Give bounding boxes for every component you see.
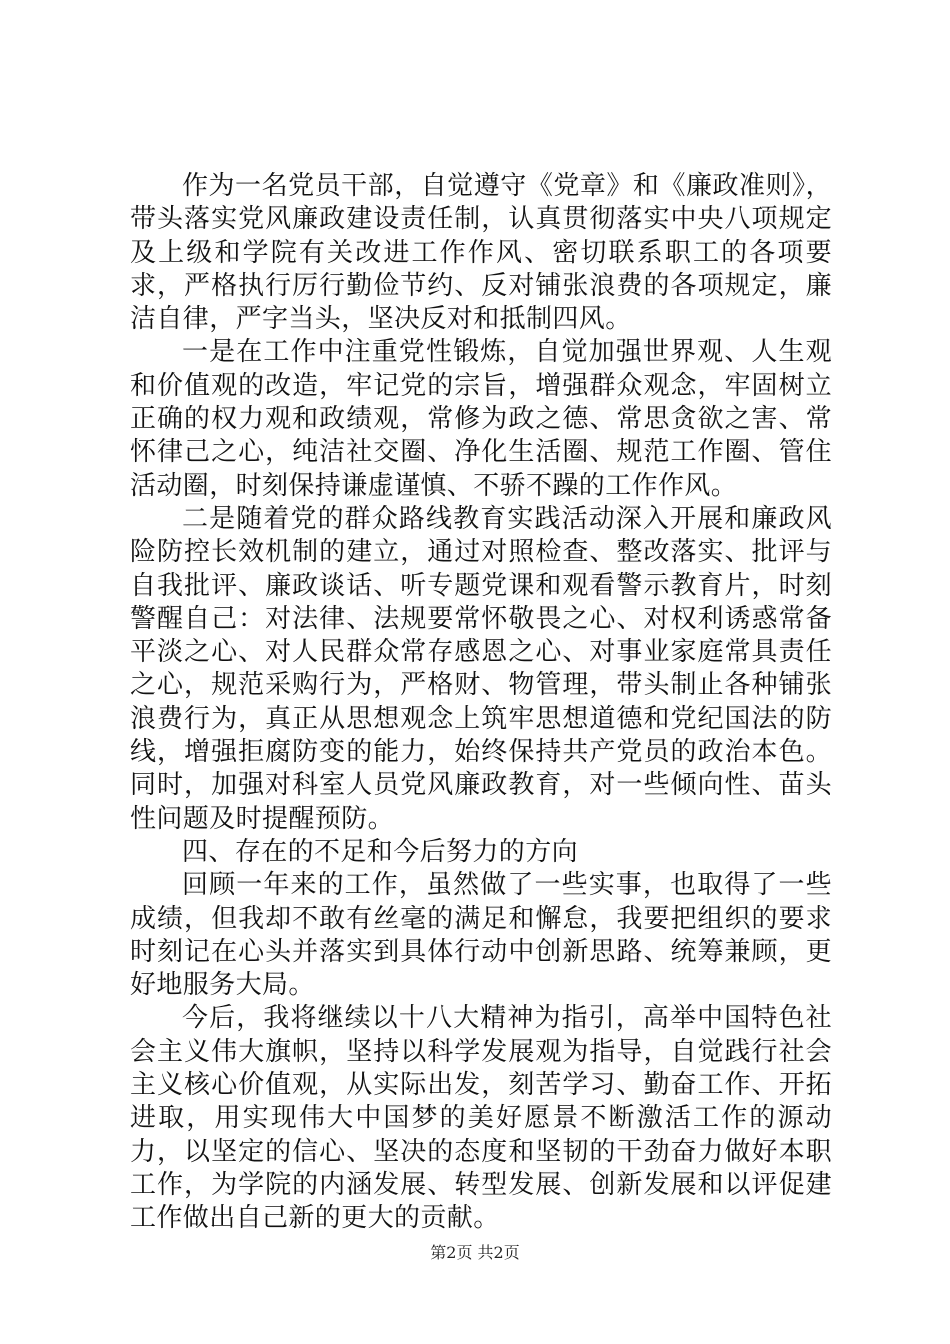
paragraph-future: 今后，我将继续以十八大精神为指引，高举中国特色社会主义伟大旗帜，坚持以科学发展观为指导，自觉践行社会主义核心价值观，从实际出发，刻苦学习、勤奋工作、开拓进取，用实现伟大中国梦的美好愿景不断激活工作的源动力，以坚定的信心、坚决的态度和坚韧的干劲奋力做好本职工作，为学院的内涵发展、转型发展、创新发展和以评促建工作做出自己新的更大的贡献。 <box>130 1003 832 1234</box>
paragraph-point-two: 二是随着党的群众路线教育实践活动深入开展和廉政风险防控长效机制的建立，通过对照检查、整改落实、批评与自我批评、廉政谈话、听专题党课和观看警示教育片，时刻警醒自己：对法律、法规要常怀敬畏之心、对权利诱惑常备平淡之心、对人民群众常存感恩之心、对事业家庭常具责任之心，规范采购行为，严格财、物管理，带头制止各种铺张浪费行为，真正从思想观念上筑牢思想道德和党纪国法的防线，增强拒腐防变的能力，始终保持共产党员的政治本色。同时，加强对科室人员党风廉政教育，对一些倾向性、苗头性问题及时提醒预防。 <box>130 503 832 834</box>
paragraph-self-discipline: 作为一名党员干部，自觉遵守《党章》和《廉政准则》，带头落实党风廉政建设责任制，认真贯彻落实中央八项规定及上级和学院有关改进工作作风、密切联系职工的各项要求，严格执行厉行勤俭节约、反对铺张浪费的各项规定，廉洁自律，严字当头，坚决反对和抵制四风。 <box>130 171 832 335</box>
document-body <box>130 170 832 1236</box>
paragraph-point-one: 一是在工作中注重党性锻炼，自觉加强世界观、人生观和价值观的改造，牢记党的宗旨，增强群众观念，牢固树立正确的权力观和政绩观，常修为政之德、常思贪欲之害、常怀律己之心，纯洁社交圈、净化生活圈、规范工作圈、管住活动圈，时刻保持谦虚谨慎、不骄不躁的工作作风。 <box>130 337 832 501</box>
section-heading-shortcomings: 四、存在的不足和今后努力的方向 <box>182 836 579 867</box>
paragraph-review: 回顾一年来的工作，虽然做了一些实事，也取得了一些成绩，但我却不敢有丝毫的满足和懈怠，我要把组织的要求时刻记在心头并落实到具体行动中创新思路、统筹兼顾，更好地服务大局。 <box>130 870 832 1001</box>
page-number-footer: 第2页 共2页 <box>430 1243 520 1262</box>
